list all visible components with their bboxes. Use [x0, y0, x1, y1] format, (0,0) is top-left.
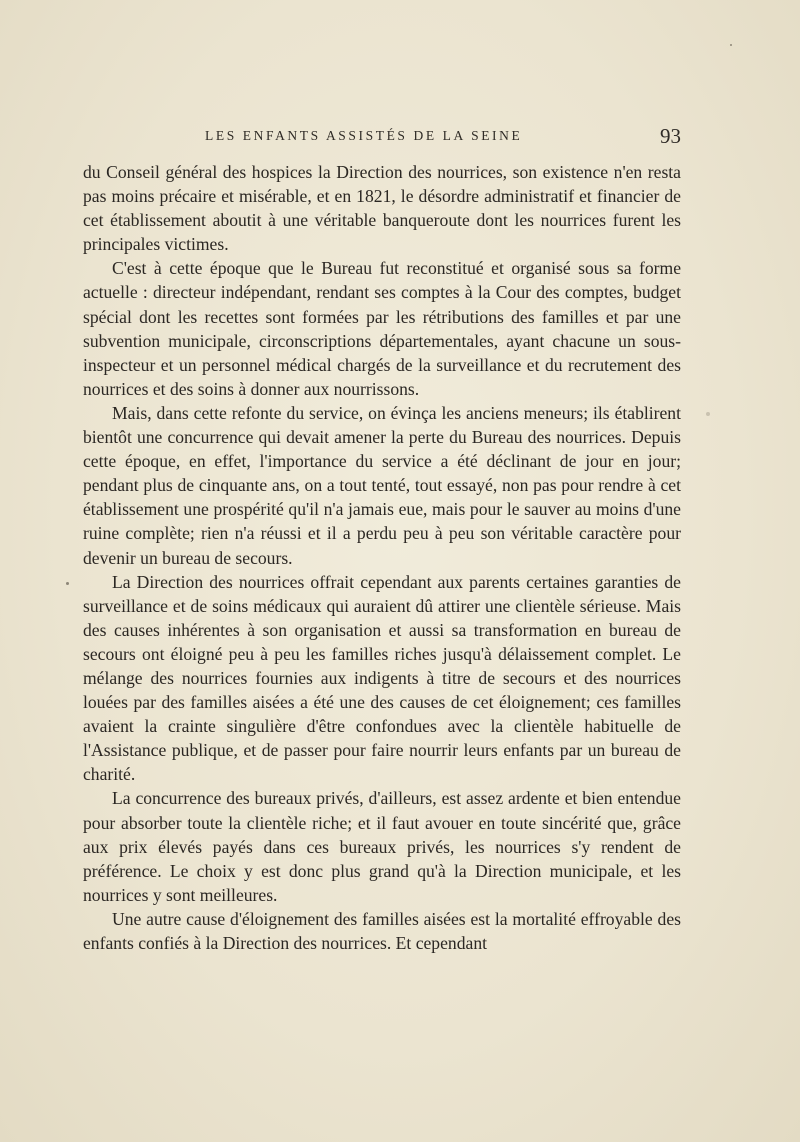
paper-speck [730, 44, 732, 46]
paragraph-3: Mais, dans cette refonte du service, on évinça les anciens meneurs; ils établirent bientôt une concurrence qui devait amener la perte du Bureau des nourrices. Depuis cette époque, en effet, l'importance du service a été déclinant de jour en jour; pendant plus de cinquante ans, on a tout tenté, tout essayé, non pas pour rendre à cet établissement une prospérité qu'il n'a jamais eue, mais pour le sauver au moins d'une ruine complète; rien n'a réussi et il a perdu peu à peu son véritable caractère pour devenir un bureau de secours. [83, 402, 681, 568]
page-number: 93 [660, 124, 681, 148]
paragraph-2: C'est à cette époque que le Bureau fut reconstitué et organisé sous sa forme actuelle : directeur indépendant, rendant ses comptes à la Cour des comptes, budget spécial dont les recettes sont formées par les rétributions des familles et par une subvention municipale, circonscriptions départementales, ayant chacune un sous-inspecteur et un personnel médical chargés de la surveillance et du recrutement des nourrices et des soins à donner aux nourrissons. [83, 258, 681, 399]
paragraph-6: Une autre cause d'éloignement des familles aisées est la mortalité effroyable des enfants confiés à la Direction des nourrices. Et cependant [83, 908, 681, 953]
paper-speck [66, 582, 69, 585]
paper-speck [706, 412, 710, 416]
paragraph-5: La concurrence des bureaux privés, d'ailleurs, est assez ardente et bien entendue pour absorber toute la clientèle riche; et il faut avouer en toute sincérité que, grâce aux prix élevés payés dans ces bureaux privés, les nourrices s'y rendent de préférence. Le choix y est donc plus grand qu'à la Direction municipale, et les nourrices y sont meilleures. [83, 788, 681, 905]
page-header [83, 124, 681, 150]
running-title: LES ENFANTS ASSISTÉS DE LA SEINE [205, 128, 523, 143]
paragraph-4: La Direction des nourrices offrait cependant aux parents certaines garanties de surveillance et de soins médicaux qui auraient dû attirer une clientèle sérieuse. Mais des causes inhérentes à son organisation et aussi sa transformation en bureau de secours ont éloigné peu à peu les familles riches jusqu'à délaissement complet. Le mélange des nourrices fournies aux indigents à titre de secours et des nourrices louées par des familles aisées a été une des causes de cet éloignement; ces familles avaient la crainte singulière d'être confondues avec la clientèle habituelle de l'Assistance publique, et de passer pour faire nourrir leurs enfants par un bureau de charité. [83, 571, 681, 785]
body-text [83, 160, 681, 955]
paragraph-1: du Conseil général des hospices la Direction des nourrices, son existence n'en resta pas moins précaire et misérable, et en 1821, le désordre administratif et financier de cet établissement aboutit à une véritable banqueroute dont les nourrices furent les principales victimes. [83, 162, 681, 255]
